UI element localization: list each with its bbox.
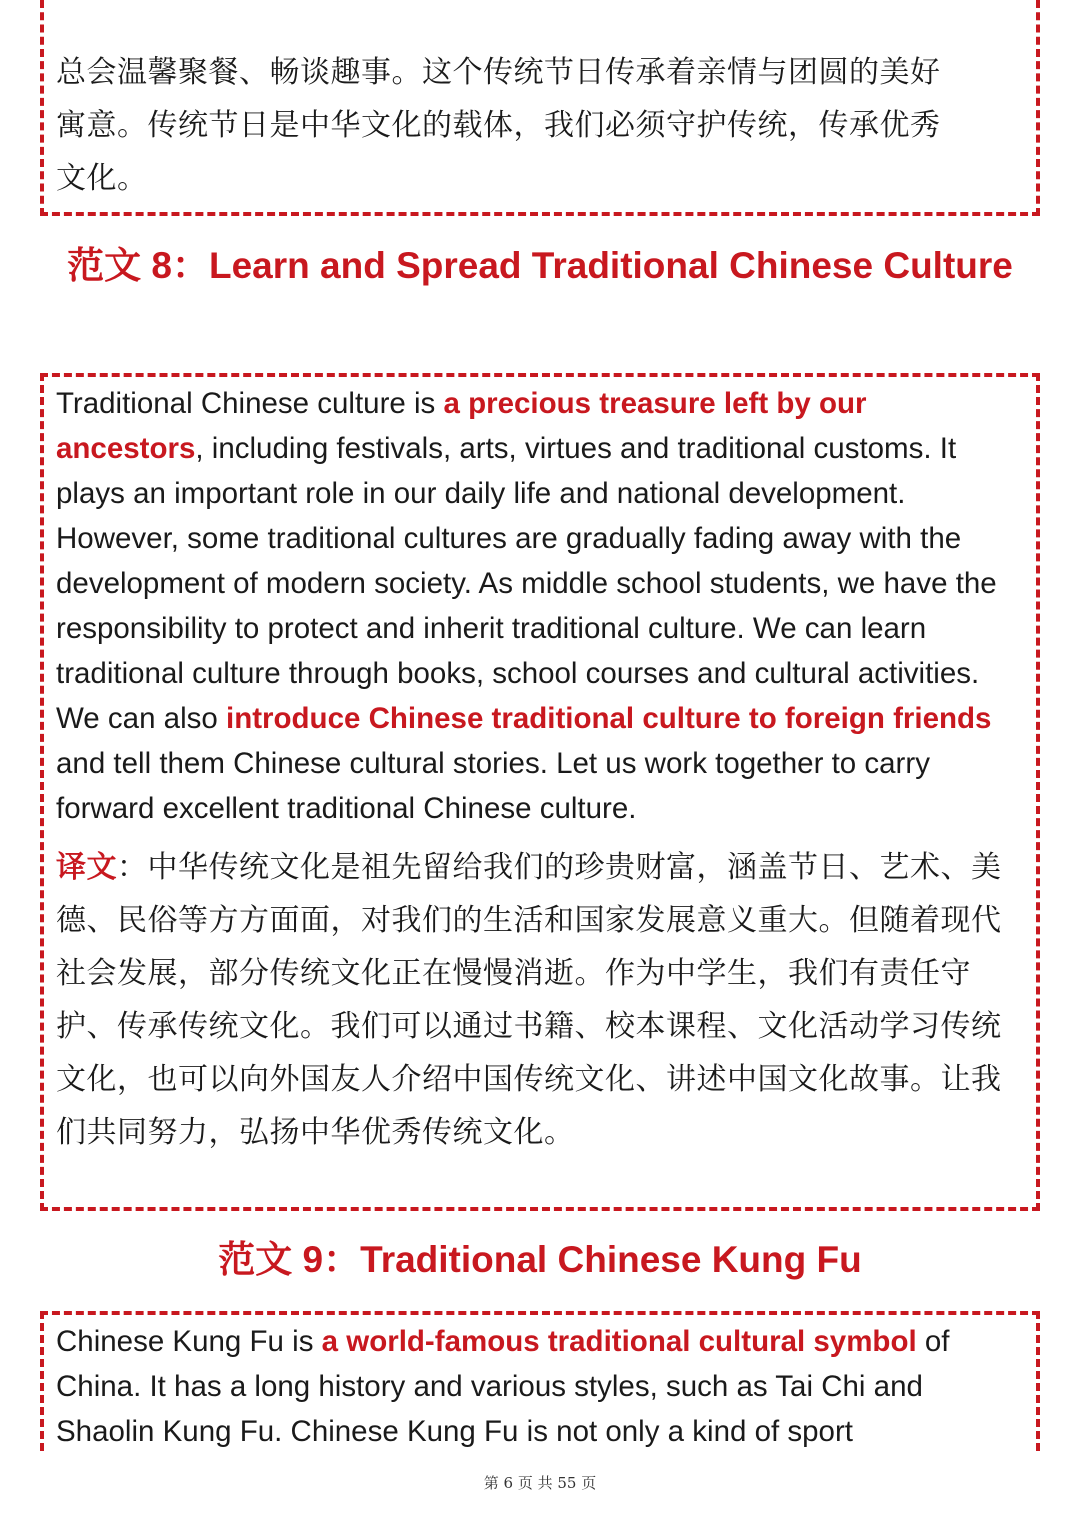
essay-7-translation-tail [44, 46, 1036, 205]
essay-9-highlight-1: a world-famous traditional cultural symbol [321, 1325, 917, 1358]
essay-8-translation-text: ：中华传统文化是祖先留给我们的珍贵财富，涵盖节日、艺术、美德、民俗等方方面面，对我们的生活和国家发展意义重大。但随着现代社会发展，部分传统文化正在慢慢消逝。作为中学生，我们有责任守护、传承传统文化。我们可以通过书籍、校本课程、文化活动学习传统文化，也可以向外国友人介绍中国传统文化、讲述中国文化故事。让我们共同努力，弘扬中华优秀传统文化。 [56, 850, 1002, 1150]
essay-7-zh-line-3: 文化。 [56, 161, 148, 196]
essay-7-tail-box [40, 0, 1040, 216]
essay-7-zh-line-2: 寓意。传统节日是中华文化的载体，我们必须守护传统，传承优秀 [56, 108, 941, 143]
essay-9-en-part-2: of China. It has a long history and various styles, such as Tai Chi and Shaolin Kung Fu. Chinese Kung Fu is not only a kind of sport [56, 1325, 950, 1448]
essay-9-english-text [44, 1319, 1036, 1454]
essay-8-heading: 范文 8：Learn and Spread Traditional Chinese Culture [67, 245, 1013, 286]
essay-8-highlight-2: introduce Chinese traditional culture to foreign friends [226, 702, 992, 735]
essay-8-en-part-1: Traditional Chinese culture is [56, 387, 444, 420]
essay-8-highlight-1: a precious treasure left by our ancestors [56, 387, 867, 465]
essay-7-zh-line-1: 总会温馨聚餐、畅谈趣事。这个传统节日传承着亲情与团圆的美好 [56, 55, 941, 90]
essay-9-heading: 范文 9：Traditional Chinese Kung Fu [218, 1239, 862, 1280]
essay-8-box [40, 373, 1040, 1211]
page-number-footer: 第 6 页 共 55 页 [483, 1474, 597, 1492]
essay-9-en-part-1: Chinese Kung Fu is [56, 1325, 322, 1358]
essay-9-box [40, 1311, 1040, 1451]
essay-8-translation-label: 译文 [56, 850, 117, 885]
essay-8-translation [44, 841, 1036, 1159]
essay-8-en-part-2: , including festivals, arts, virtues and traditional customs. It plays an important role in our daily life and national development. However, some traditional cultures are gradually fading away with the development of modern society. As middle school students, we have the responsibility to protect and inherit traditional culture. We can learn traditional culture through books, school courses and cultural activities. We can also [56, 432, 997, 735]
essay-8-english-text [44, 381, 1036, 831]
essay-8-en-part-3: and tell them Chinese cultural stories. Let us work together to carry forward excellent traditional Chinese culture. [56, 747, 930, 825]
